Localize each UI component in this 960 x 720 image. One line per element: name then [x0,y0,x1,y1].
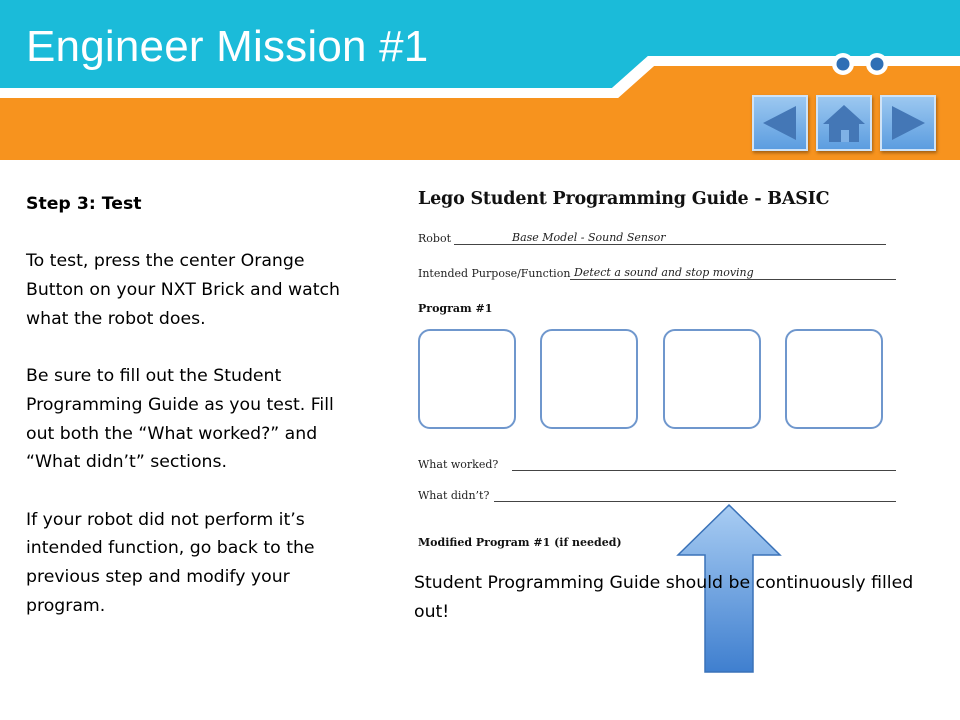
paragraph-test: To test, press the center Orange Button on your NXT Brick and watch what the robot does. [26,251,340,329]
purpose-line [570,279,896,280]
left-arrow-icon [754,97,806,149]
modified-program-label: Modified Program #1 (if needed) [418,536,622,549]
step-title: Step 3: Test [26,194,142,214]
right-arrow-icon [882,97,934,149]
forward-button[interactable] [880,95,936,151]
house-icon [818,97,870,149]
back-button[interactable] [752,95,808,151]
what-didnt-label: What didn’t? [418,489,490,502]
program-step-box [540,329,638,429]
programming-guide-image [408,183,908,563]
what-didnt-line [494,501,896,502]
instructions [26,190,356,649]
page-title: Engineer Mission #1 [26,22,429,71]
home-button[interactable] [816,95,872,151]
robot-value: Base Model - Sound Sensor [512,231,666,244]
purpose-value: Detect a sound and stop moving [574,266,754,279]
program-step-box [663,329,761,429]
robot-label: Robot [418,232,451,245]
paragraph-modify: If your robot did not perform it’s intended function, go back to the previous step and modify your program. [26,509,315,616]
program-step-box [418,329,516,429]
robot-line [454,244,886,245]
purpose-label: Intended Purpose/Function [418,267,571,280]
program-step-box [785,329,883,429]
caption-text: Student Programming Guide should be continuously filled out! [414,573,914,622]
paragraph-fill-guide: Be sure to fill out the Student Programming Guide as you test. Fill out both the “What worked?” and “What didn’t” sections. [26,366,334,473]
program-label: Program #1 [418,302,493,315]
what-worked-label: What worked? [418,458,499,471]
what-worked-line [512,470,896,471]
guide-title: Lego Student Programming Guide - BASIC [418,189,830,209]
